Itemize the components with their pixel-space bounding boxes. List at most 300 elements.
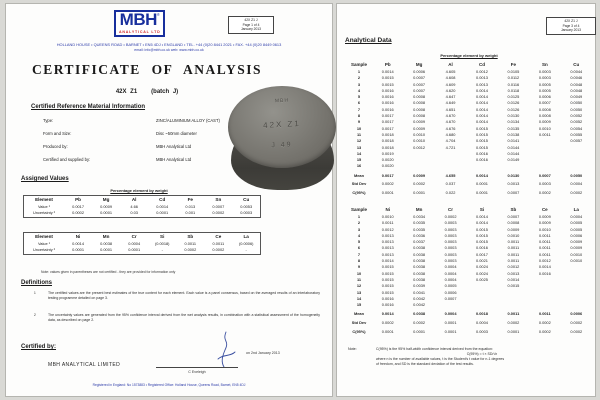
analytical-result-cell: 0.0050 [570,100,583,106]
stddev-cell: 0.0002 [413,319,426,325]
analytical-result-cell: 0.0011 [539,251,551,257]
analytical-result-cell: 7 [357,251,361,257]
analytical-result-cell: 15 [356,157,362,163]
analytical-result-cell: 0.0020 [381,157,394,163]
mean-cell: Mean [354,172,364,178]
analytical-result-cell: 0.0009 [538,220,551,226]
analytical-result-cell: 0.0048 [570,87,583,93]
issue-date: January 2013 [561,28,581,33]
analytical-result-cell: 4 [357,87,361,93]
analytical-result-cell: 4 [357,232,361,238]
analytical-result-cell: 0.0014 [476,220,488,226]
definition-1-number: 1 [34,291,36,295]
assigned-value-cell: 0.0009 [100,203,113,209]
analytical-result-cell: 0.0014 [476,214,488,219]
stddev-cell: Std Dev [351,181,367,187]
disc-engraving-code: 42X Z1 [262,119,302,130]
analytical-result-cell: 0.0018 [381,138,394,144]
analytical-result-cell: 13 [356,144,362,150]
analytical-result-cell: 0.0038 [413,264,426,270]
analytical-result-cell: 0.0011 [381,220,394,226]
analytical-result-cell: 0.0011 [539,239,551,245]
analytical-result-cell: 4.649 [445,100,456,106]
assigned-value-cell: Value ¹ [37,240,51,246]
analytical-result-cell: 0.0055 [570,131,583,137]
analytical-result-cell: 0.0005 [538,81,551,87]
assigned-values-table-1 [23,195,261,218]
analytical-result-cell: 0.0007 [413,75,426,81]
analytical-column-header: Fe [510,62,517,67]
analytical-result-cell: 4.670 [445,113,456,119]
reference-box [546,17,596,35]
confidence-cell: 0.0002 [570,328,583,334]
stddev-cell: 0.0001 [476,181,488,187]
analytical-result-cell: 0.0017 [476,251,488,257]
analytical-result-cell: 0.0015 [381,270,394,276]
analytical-result-cell: 0.0035 [413,220,426,226]
analytical-result-cell: 0.0005 [538,87,551,93]
assigned-column-header: Fe [187,197,193,202]
analytical-result-cell: 0.0003 [444,232,457,238]
analytical-result-cell: 5 [357,94,361,100]
analytical-result-cell: 2 [357,75,361,81]
certified-by-heading: Certified by: [21,344,57,350]
analytical-result-cell: 0.0016 [381,106,394,112]
analytical-result-cell: 0.0008 [507,220,520,226]
analytical-result-cell: 4.647 [445,94,456,100]
assigned-column-header: Cd [159,197,166,202]
analytical-result-cell: 0.0017 [381,119,394,125]
reference-code: 42X Z1 J [564,19,578,23]
analytical-result-cell: 0.0011 [507,258,520,264]
analytical-result-cell: 0.0003 [444,245,457,251]
assigned-value-cell: - [161,247,163,253]
signature-line [156,357,238,368]
assigned-value-cell: 0.0014 [72,240,84,246]
analytical-result-cell: 0.0024 [476,264,488,270]
crm-label-producer: Produced by: [43,144,68,149]
analytical-result-cell: 0.0015 [476,239,488,245]
mean-cell: 0.0018 [476,311,488,317]
analytical-result-cell: 0.0007 [413,87,426,93]
analytical-result-cell: 0.0014 [476,100,488,106]
assigned-column-header: Mg [102,197,110,202]
analytical-result-cell: 0.0012 [538,258,551,264]
analytical-result-cell: 0.0052 [570,113,583,119]
analytical-result-cell: 13 [356,289,362,295]
analytical-result-cell: 0.0013 [381,232,394,238]
assigned-value-cell: 0.0001 [72,247,84,253]
analytical-result-cell: 0.0135 [507,125,520,131]
crm-section-heading: Certified Reference Material Information [31,104,146,110]
stddev-cell: 0.0002 [538,319,551,325]
analytical-result-cell: 0.0038 [413,258,426,264]
assigned-value-cell: 0.0004 [128,240,141,246]
definitions-heading: Definitions [21,280,52,286]
mean-cell: 0.0017 [381,172,394,178]
stddev-cell: 0.0002 [570,319,583,325]
assigned-column-header: Pb [75,197,81,202]
stddev-cell: 0.0002 [381,181,394,187]
analytical-result-cell: 15 [356,302,362,308]
analytical-result-cell: 0.0049 [570,94,583,100]
assigned-column-header: Ce [215,234,222,239]
assigned-value-cell: 0.013 [185,203,196,209]
analytical-result-cell: 0.0015 [476,232,488,238]
analytical-result-cell: 6 [357,100,361,106]
analytical-result-cell: 0.0010 [507,232,520,238]
confidence-cell: 0.0001 [413,189,426,195]
stddev-cell: 0.0001 [444,319,457,325]
analytical-result-cell: 0.0004 [444,276,457,282]
analytical-result-cell: 0.0008 [413,113,426,119]
assigned-column-header: Cr [131,234,137,239]
analytical-result-cell: 0.0105 [507,69,520,74]
assigned-column-header: Cu [243,197,250,202]
analytical-result-cell: 0.0048 [570,81,583,87]
assigned-column-header: Element [35,197,53,202]
assigned-value-cell: 0.0002 [184,247,197,253]
analytical-result-cell: 0.0013 [381,245,394,251]
analytical-result-cell: 4.620 [445,87,456,93]
analytical-column-header: Sample [350,207,367,212]
analytical-result-cell: 0.0015 [381,75,394,81]
confidence-cell: 0.0002 [538,189,551,195]
analytical-result-cell: 0.0015 [381,289,394,295]
analytical-result-cell: 0.0014 [476,94,488,100]
mean-cell: 0.0130 [507,172,520,178]
confidence-cell: C(95%) [352,189,366,195]
analytical-result-cell: 0.0017 [381,113,394,119]
analytical-result-cell: 0.0010 [570,258,583,264]
analytical-result-cell: 3 [357,226,361,232]
analytical-result-cell: 0.0008 [413,94,426,100]
assigned-value-cell: 0.0017 [72,203,84,209]
assigned-value-cell: 0.0002 [212,247,225,253]
confidence-cell: 0.0001 [507,328,520,334]
analytical-result-cell: 0.0016 [476,150,488,156]
assigned-values-note: Note: values given in parentheses are not certified - they are provided for information only [41,270,176,274]
assigned-value-cell: 0.0053 [240,203,253,209]
analytical-result-cell: 0.0036 [413,232,426,238]
analytical-result-cell: 6 [357,245,361,251]
analytical-result-cell: 4.721 [445,144,456,150]
analytical-result-cell: 0.0118 [507,87,520,93]
analytical-column-header: Sb [510,207,517,212]
analytical-result-cell: 2 [357,220,361,226]
analytical-column-header: Mg [415,62,423,67]
mbh-logo-box [114,10,165,37]
certificate-title: CERTIFICATE OF ANALYSIS [31,62,263,77]
analytical-result-cell: 0.0021 [476,258,488,264]
analytical-result-cell: 0.0012 [381,226,394,232]
analytical-result-cell: 14 [356,295,362,301]
assigned-value-cell: 0.0007 [212,203,225,209]
analytical-result-cell: 8 [357,113,361,119]
analytical-result-cell: 0.0014 [507,276,520,282]
confidence-cell: 0.0001 [476,189,488,195]
assigned-column-header: La [243,234,249,239]
analytical-result-cell: 0.0038 [413,251,426,257]
analytical-result-cell: 0.0014 [476,113,488,119]
analytical-result-cell: 4.608 [445,75,456,81]
analytical-result-cell: 0.0004 [444,270,457,276]
analytical-result-cell: 0.0014 [381,258,394,264]
analytical-result-cell: 0.0004 [444,264,457,270]
analytical-result-cell: 0.0013 [476,75,488,81]
analytical-result-cell: 10 [356,270,362,276]
assigned-value-cell: Uncertainty ² [32,247,56,253]
analytical-result-cell: 0.0126 [507,100,520,106]
analytical-result-cell: 0.0010 [413,138,426,144]
confidence-cell: 0.0007 [507,189,520,195]
analytical-result-cell: 0.0112 [507,75,520,81]
page-number: Page 1 of 4 [242,22,260,27]
issue-date: January 2013 [241,27,261,32]
confidence-cell: 0.0001 [444,328,457,334]
analytical-result-cell: 0.0003 [444,251,457,257]
analytical-result-cell: 4.605 [445,69,456,74]
company-address: HOLLAND HOUSE • QUEENS ROAD • BARNET • EN5 4DJ • ENGLAND • TEL. +44 (0)20 8441 2021 • FAX. +44 (0)20 8449 0613 [56,42,282,47]
analytical-result-cell: 16 [356,163,362,169]
analytical-result-cell: 0.0017 [381,125,394,131]
mbh-logo-subtitle: ANALYTICAL LTD [119,30,161,34]
mean-cell: 0.0009 [413,172,426,178]
analytical-result-cell: 0.0016 [381,87,394,93]
mean-cell: 0.0006 [570,311,583,317]
confidence-interval-note [376,347,588,367]
registered-trademark-icon: ® [156,12,160,17]
analytical-result-cell: 3 [357,81,361,87]
stddev-cell: 0.037 [445,181,456,187]
analytical-result-cell: 0.0006 [413,69,426,74]
analytical-result-cell: 0.0025 [476,276,488,282]
confidence-cell: 0.0001 [381,328,394,334]
analytical-result-cell: 0.0138 [507,131,520,137]
analytical-result-cell: 0.0016 [381,295,394,301]
analytical-result-cell: 0.0016 [381,94,394,100]
stddev-cell: 0.0002 [413,181,426,187]
certification-date: on 2nd January 2013 [246,351,280,355]
analytical-result-cell: 9 [357,119,361,125]
analytical-result-cell: 0.0015 [381,276,394,282]
analytical-result-cell: 0.0011 [507,239,520,245]
analytical-result-cell: 0.0007 [413,81,426,87]
assigned-column-header: Ni [75,234,81,239]
analytical-result-cell: 0.0013 [507,270,520,276]
assigned-value-cell: 0.0001 [156,210,169,216]
analytical-result-cell: 0.0008 [413,106,426,112]
analytical-result-cell: 0.0004 [570,214,583,219]
analytical-result-cell: 0.0039 [413,283,426,289]
analytical-column-header: Cr [448,207,454,212]
stddev-cell: Std Dev [351,319,367,325]
reference-box [228,16,274,34]
mean-cell: 0.0011 [507,311,520,317]
confidence-cell: 0.0001 [381,189,394,195]
mean-cell: 0.0007 [538,172,551,178]
confidence-cell: 0.0002 [570,189,583,195]
crm-label-form: Form and Size: [43,131,72,136]
definition-2-text: The uncertainty values are generated from the 95% confidence interval derived from the wet analysis results, in combination with a statistical assessment of the homogeneity data, as described on page 2. [48,313,320,322]
analytical-result-cell: 0.0003 [444,258,457,264]
crm-label-type: Type: [43,118,54,123]
analytical-column-header: Cu [573,62,580,67]
analytical-result-cell: 0.0144 [507,144,520,150]
analytical-result-cell: 0.0006 [538,94,551,100]
confidence-cell: C(95%) [352,328,366,334]
analytical-result-cell: 0.0011 [539,245,551,251]
analytical-result-cell: 0.0141 [507,138,520,144]
analytical-result-cell: 0.0010 [570,251,583,257]
assigned-column-header: Sb [187,234,194,239]
assigned-value-cell: (0.0006) [238,240,254,246]
crm-label-supplier: Certified and supplied by: [43,157,91,162]
analytical-result-cell: 4.609 [445,81,456,87]
analytical-result-cell: 0.0015 [476,131,488,137]
mean-cell: Mean [354,311,364,317]
analytical-data-caption: Percentage element by weight [440,53,498,58]
assigned-value-cell: 0.0002 [212,210,225,216]
analytical-result-cell: 0.0050 [570,106,583,112]
analytical-result-cell: 0.0009 [570,245,583,251]
analytical-result-cell: 0.0015 [476,144,488,150]
signatory-name: C Eveleigh [188,370,206,374]
stddev-cell: 0.0002 [381,319,394,325]
analytical-result-cell: 0.0041 [413,289,426,295]
stddev-cell: 0.0003 [538,181,551,187]
analytical-column-header: Si [479,207,485,212]
assigned-column-header: Al [131,197,137,202]
analytical-result-cell: 0.0144 [507,150,520,156]
analytical-result-cell: 0.0024 [476,270,488,276]
disc-top-face [228,86,336,168]
analytical-column-header: Mn [415,207,423,212]
analytical-result-cell: 0.0012 [476,69,488,74]
analytical-column-header: Ni [385,207,390,212]
analytical-result-cell: 0.0008 [538,106,551,112]
stddev-cell: 0.0002 [507,319,520,325]
analytical-result-cell: 0.0011 [539,131,551,137]
analytical-result-cell: 0.0003 [444,239,457,245]
certifying-company: MBH ANALYTICAL LIMITED [48,362,121,368]
analytical-result-cell: 0.0013 [476,81,488,87]
analytical-result-cell: 0.0014 [538,264,551,270]
analytical-result-cell: 0.0035 [413,226,426,232]
analytical-result-cell: 4.651 [445,106,456,112]
analytical-result-cell: 0.0009 [538,214,551,219]
analytical-result-cell: 0.0009 [570,239,583,245]
analytical-result-cell: 0.0011 [507,251,520,257]
crm-value-form: Disc ~50mm diameter [156,131,197,136]
stddev-cell: 0.0004 [476,319,488,325]
analytical-result-cell: 0.0010 [538,125,551,131]
assigned-column-header: Mn [102,234,110,239]
note-line-3: where n is the number of available values, t is the Student's t value for n-1 degrees [376,357,505,361]
mean-cell: 0.0014 [476,172,488,178]
analytical-result-cell: 0.0019 [381,150,394,156]
batch-label: (batch J) [151,89,179,95]
mean-cell: 0.0038 [413,311,426,317]
analytical-result-cell: 4.704 [445,138,456,144]
analytical-column-header: Sample [350,62,367,67]
note-label: Note: [348,347,357,351]
assigned-value-cell: (0.0018) [154,240,170,246]
analytical-result-cell: 0.0014 [381,69,394,74]
confidence-cell: 0.0001 [413,328,426,334]
assigned-value-cell: 0.0038 [100,240,113,246]
analytical-result-cell: 0.0016 [381,302,394,308]
analytical-result-cell: 0.0011 [507,245,520,251]
note-line-4: of freedom, and SD is the standard deviation of the test results. [376,362,474,366]
analytical-result-cell: 0.0037 [413,239,426,245]
mean-cell: 0.0011 [538,311,551,317]
analytical-result-cell: 0.0042 [413,302,426,308]
analytical-result-cell: 7 [357,106,361,112]
analytical-result-cell: 0.0018 [381,144,394,150]
analytical-result-cell: 0.0010 [381,214,394,219]
analytical-result-cell: 0.0057 [570,138,583,144]
analytical-result-cell: 0.0003 [444,220,457,226]
assigned-column-header: Si [160,234,165,239]
analytical-result-cell: 11 [356,276,362,282]
analytical-result-cell: 0.0149 [507,157,520,163]
analytical-result-cell: 0.0020 [381,163,394,169]
assigned-value-cell: 0.0003 [240,210,253,216]
analytical-result-cell: 0.0005 [570,226,583,232]
crm-value-producer: MBH Analytical Ltd [156,144,192,149]
analytical-result-cell: 0.0006 [570,232,583,238]
analytical-result-cell: 0.0016 [538,270,551,276]
product-code: 42X Z1 [115,89,138,95]
definition-1-text: The certified values are the present best estimates of the true content for each element. Each value is a panel consensus, based on the averaged results of an interlaboratory testing programme detailed on page 3. [48,291,320,300]
analytical-result-cell: 0.0016 [476,157,488,163]
analytical-result-cell: 0.0012 [413,144,426,150]
analytical-result-cell: 0.0014 [476,87,488,93]
analytical-result-cell: 0.0009 [413,119,426,125]
analytical-result-cell: 0.0009 [507,226,520,232]
sample-disc-photo [227,84,339,196]
analytical-result-cell: 0.0015 [476,125,488,131]
crm-value-type: ZINC/ALUMINIUM ALLOY (CAST) [156,118,220,123]
analytical-result-cell: 0.0042 [413,295,426,301]
analytical-result-cell: 9 [357,264,361,270]
analytical-result-cell: 0.0130 [507,113,520,119]
analytical-result-cell: 0.0125 [507,94,520,100]
mean-cell: 0.0004 [444,311,457,317]
page-number: Page 3 of 4 [562,23,580,28]
analytical-result-cell: 0.0003 [444,226,457,232]
analytical-result-cell: 10 [356,125,362,131]
analytical-result-cell: 0.0003 [538,69,551,74]
analytical-column-header: Sn [541,62,548,67]
analytical-result-cell: 0.0003 [538,75,551,81]
assigned-value-cell: 0.0014 [156,203,169,209]
assigned-column-header: Element [35,234,53,239]
analytical-result-cell: 0.0015 [381,81,394,87]
analytical-result-cell: 0.0016 [381,100,394,106]
analytical-result-cell: 0.0014 [476,119,488,125]
analytical-result-cell: 0.0034 [413,214,426,219]
analytical-result-cell: 0.0015 [507,283,520,289]
analytical-result-cell: 0.0038 [413,270,426,276]
assigned-value-cell: Uncertainty ² [32,210,56,216]
analytical-result-cell: 0.0052 [570,119,583,125]
analytical-result-cell: 0.0007 [507,214,520,219]
assigned-value-cell: 0.0002 [72,210,84,216]
analytical-result-cell: 0.0038 [413,276,426,282]
assigned-value-cell: 0.001 [185,210,196,216]
